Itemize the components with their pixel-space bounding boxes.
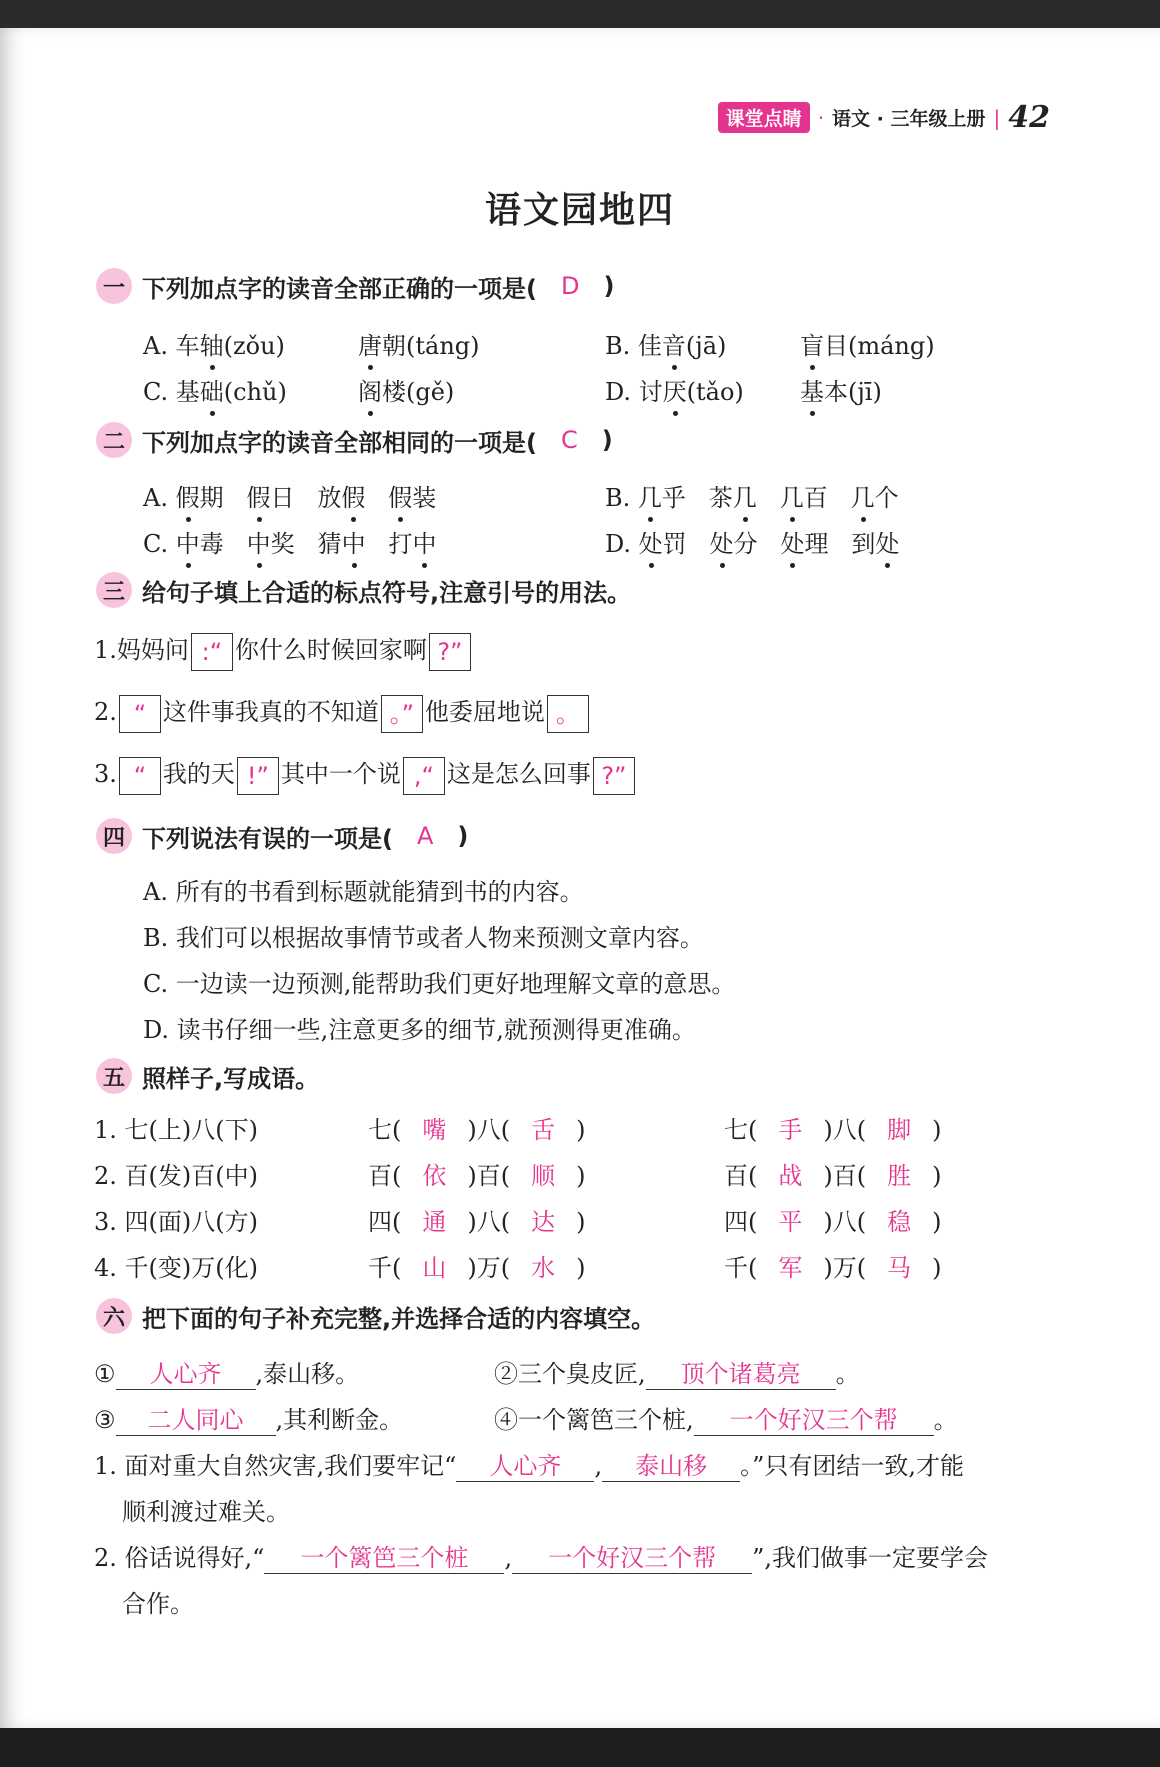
char: 罚 (662, 530, 687, 558)
char: 茶 (708, 484, 733, 512)
idiom-text: 百( (724, 1162, 758, 1190)
idiom-text: )百( (467, 1162, 511, 1190)
idiom-text: )八( (467, 1208, 511, 1236)
section-3-heading (96, 572, 631, 608)
sentence-text: 。 (835, 1360, 860, 1388)
idiom-text: ) (576, 1208, 586, 1236)
q1-option-b (605, 326, 726, 361)
q1-option-a2 (358, 326, 480, 361)
char: 到 (851, 530, 876, 558)
header-separator-dot: · (817, 105, 825, 130)
dotted-char: 基 (800, 372, 824, 407)
q4-option: A. 所有的书看到标题就能猜到书的内容。 (143, 878, 584, 906)
q4-option: C. 一边读一边预测,能帮助我们更好地理解文章的意思。 (143, 970, 736, 998)
idiom-answer-left (368, 1110, 585, 1145)
idiom-text: 七( (368, 1116, 402, 1144)
section-6-heading (96, 1298, 655, 1334)
idiom-text: ) (576, 1254, 586, 1282)
char: 打 (388, 530, 413, 558)
dotted-char: 假 (341, 478, 365, 513)
punctuation-box[interactable]: ,“ (403, 757, 445, 795)
idiom-text: ) (576, 1116, 586, 1144)
punctuation-box[interactable]: 。” (381, 695, 423, 733)
item-number: ① (94, 1360, 116, 1388)
dotted-char: 厌 (663, 372, 687, 407)
sentence-text: 其中一个说 (280, 760, 401, 788)
fill-blank[interactable]: 人心齐 (116, 1359, 256, 1390)
punctuation-box[interactable]: ?” (593, 757, 635, 795)
char: 日 (270, 484, 295, 512)
item-number: 2. (94, 698, 117, 726)
option-label: D. (605, 378, 632, 406)
header-separator-bar: | (993, 105, 1001, 130)
sentence-text: ,其利断金。 (275, 1406, 404, 1434)
item-number: 1. (94, 636, 117, 664)
char: 乎 (661, 484, 686, 512)
q1-option-d2 (800, 372, 882, 407)
q1-option-b2 (800, 326, 935, 361)
sentence-text: 我的天 (162, 760, 235, 788)
idiom-fill: 通 (422, 1208, 447, 1236)
char: 个 (874, 484, 899, 512)
q1-option-d (605, 372, 744, 407)
char: 毒 (199, 530, 224, 558)
punctuation-box[interactable]: ?” (429, 633, 471, 671)
dotted-char: 础 (200, 372, 224, 407)
question-prompt: 下列加点字的读音全部相同的一项是( (142, 428, 537, 457)
dotted-char: 处 (780, 524, 804, 559)
idiom-text: )八( (823, 1116, 867, 1144)
idiom-answer-right (724, 1248, 941, 1283)
char: 放 (317, 484, 342, 512)
char: 百 (803, 484, 828, 512)
question-prompt: 照样子,写成语。 (142, 1064, 320, 1093)
idiom-fill: 达 (531, 1208, 556, 1236)
dotted-char: 处 (639, 524, 663, 559)
question-prompt: 下列加点字的读音全部正确的一项是( (142, 274, 537, 303)
idiom-fill: 依 (422, 1162, 447, 1190)
idiom-text: 千( (368, 1254, 402, 1282)
pinyin: (tǎo) (686, 378, 744, 406)
question-prompt: 把下面的句子补充完整,并选择合适的内容填空。 (142, 1304, 656, 1333)
application-sentence-1-cont: 顺利渡过难关。 (122, 1498, 290, 1526)
option-label: B. (605, 332, 631, 360)
char: 分 (733, 530, 758, 558)
proverb-line-2-right (494, 1400, 958, 1436)
idiom-example: 3. 四(面)八(方) (94, 1208, 258, 1236)
question-prompt: 给句子填上合适的标点符号,注意引号的用法。 (142, 578, 632, 607)
application-sentence-2 (94, 1538, 988, 1574)
section-1-heading (96, 268, 614, 304)
sentence-text: ④一个篱笆三个桩, (494, 1406, 694, 1434)
char: 讨 (638, 378, 663, 406)
idiom-answer-right (724, 1156, 941, 1191)
idiom-text: ) (576, 1162, 586, 1190)
dotted-char: 中 (176, 524, 200, 559)
sentence-text: , (594, 1452, 603, 1480)
idiom-text: )百( (823, 1162, 867, 1190)
idiom-text: 七( (724, 1116, 758, 1144)
sentence-text: 这是怎么回事 (446, 760, 591, 788)
dotted-char: 几 (780, 478, 804, 513)
dotted-char: 中 (247, 524, 271, 559)
punctuation-box[interactable]: “ (119, 757, 161, 795)
brand-badge: 课堂点睛 (718, 102, 810, 133)
char: 本 (824, 378, 848, 406)
dotted-char: 几 (851, 478, 875, 513)
idiom-fill: 舌 (531, 1116, 556, 1144)
sentence-text: 2. 俗话说得好,“ (94, 1544, 265, 1572)
page-header (718, 100, 1050, 135)
pinyin: (gě) (406, 378, 455, 406)
sentence-text: 这件事我真的不知道 (162, 698, 379, 726)
idiom-fill: 马 (887, 1254, 912, 1282)
idiom-text: 千( (724, 1254, 758, 1282)
punctuation-box[interactable]: “ (119, 695, 161, 733)
char: 奖 (270, 530, 295, 558)
idiom-fill: 战 (778, 1162, 803, 1190)
idiom-text: )八( (823, 1208, 867, 1236)
q1-option-c2 (358, 372, 454, 407)
section-badge: 四 (96, 818, 132, 854)
dotted-char: 阁 (358, 372, 382, 407)
section-5-heading (96, 1058, 319, 1094)
sentence-text: 妈妈问 (116, 636, 189, 664)
fill-blank[interactable]: 人心齐 (456, 1451, 594, 1482)
fill-blank[interactable]: 泰山移 (602, 1451, 740, 1482)
idiom-answer-left (368, 1248, 585, 1283)
punctuation-sentence-1 (94, 630, 473, 671)
application-sentence-1 (94, 1446, 964, 1482)
punctuation-sentence-3 (94, 754, 637, 795)
pinyin: (táng) (406, 332, 480, 360)
dotted-char: 几 (733, 478, 757, 513)
option-label: D. (605, 530, 632, 558)
paren-close: ) (601, 426, 613, 454)
punctuation-box[interactable]: :“ (191, 633, 233, 671)
idiom-text: ) (932, 1208, 942, 1236)
dotted-char: 中 (412, 524, 436, 559)
proverb-line-2-left (94, 1400, 403, 1436)
q2-option-a (143, 478, 436, 513)
sentence-text: , (504, 1544, 513, 1572)
bottom-bar (0, 1728, 1160, 1767)
dotted-char: 处 (875, 524, 899, 559)
answer: C (560, 426, 578, 454)
dotted-char: 盲 (800, 326, 824, 361)
book-name: 语文 · 三年级上册 (832, 108, 986, 130)
char: 佳 (637, 332, 662, 360)
dotted-char: 假 (247, 478, 271, 513)
section-4-heading (96, 818, 468, 854)
answer: D (560, 272, 580, 300)
sentence-text: ,泰山移。 (255, 1360, 360, 1388)
idiom-answer-left (368, 1156, 585, 1191)
paren-close: ) (603, 272, 615, 300)
page-title: 语文园地四 (484, 190, 675, 231)
dotted-char: 几 (638, 478, 662, 513)
punctuation-sentence-2 (94, 692, 591, 733)
fill-blank[interactable]: 一个好汉三个帮 (694, 1405, 934, 1436)
fill-blank[interactable]: 一个好汉三个帮 (512, 1543, 752, 1574)
proverb-line-1-left (94, 1354, 359, 1390)
idiom-fill: 军 (778, 1254, 803, 1282)
sentence-text: 你什么时候回家啊 (234, 636, 427, 664)
proverb-line-1-right (494, 1354, 860, 1390)
idiom-fill: 顺 (531, 1162, 556, 1190)
q2-option-d (605, 524, 899, 559)
idiom-fill: 手 (778, 1116, 803, 1144)
idiom-fill: 脚 (887, 1116, 912, 1144)
idiom-answer-right (724, 1202, 941, 1237)
option-label: A. (143, 484, 168, 512)
sentence-text: 。 (933, 1406, 958, 1434)
idiom-fill: 平 (778, 1208, 803, 1236)
paren-close: ) (457, 822, 469, 850)
char: 基 (175, 378, 200, 406)
dotted-char: 假 (388, 478, 412, 513)
section-badge: 一 (96, 268, 132, 304)
dotted-char: 唐 (358, 326, 382, 361)
sentence-text: ”,我们做事一定要学会 (752, 1544, 988, 1572)
pinyin: (zǒu) (223, 332, 285, 360)
application-sentence-2-cont: 合作。 (122, 1590, 194, 1618)
option-label: C. (143, 378, 169, 406)
sentence-text: 。”只有团结一致,才能 (740, 1452, 964, 1480)
idiom-fill: 稳 (887, 1208, 912, 1236)
char: 朝 (382, 332, 406, 360)
idiom-text: )万( (467, 1254, 511, 1282)
idiom-answer-left (368, 1202, 585, 1237)
option-label: B. (605, 484, 631, 512)
idiom-fill: 胜 (887, 1162, 912, 1190)
char: 车 (175, 332, 200, 360)
pinyin: (máng) (848, 332, 935, 360)
idiom-text: ) (932, 1116, 942, 1144)
pinyin: (jā) (685, 332, 727, 360)
idiom-text: ) (932, 1162, 942, 1190)
idiom-example: 2. 百(发)百(中) (94, 1162, 258, 1190)
section-2-heading (96, 422, 613, 458)
idiom-fill: 嘴 (422, 1116, 447, 1144)
idiom-answer-right (724, 1110, 941, 1145)
fill-blank[interactable]: 顶个诸葛亮 (646, 1359, 836, 1390)
dotted-char: 假 (176, 478, 200, 513)
idiom-example: 4. 千(变)万(化) (94, 1254, 258, 1282)
sentence-text: 1. 面对重大自然灾害,我们要牢记“ (94, 1452, 457, 1480)
idiom-text: )万( (823, 1254, 867, 1282)
fill-blank[interactable]: 一个篱笆三个桩 (264, 1543, 504, 1574)
option-label: A. (143, 332, 168, 360)
q2-option-c (143, 524, 436, 559)
q1-option-a (143, 326, 285, 361)
idiom-text: 四( (724, 1208, 758, 1236)
char: 楼 (382, 378, 406, 406)
dotted-char: 轴 (200, 326, 224, 361)
q4-option: D. 读书仔细一些,注意更多的细节,就预测得更准确。 (143, 1016, 696, 1044)
dotted-char: 音 (662, 326, 686, 361)
section-badge: 五 (96, 1058, 132, 1094)
pinyin: (chǔ) (223, 378, 287, 406)
answer: A (416, 822, 434, 850)
section-badge: 六 (96, 1298, 132, 1334)
section-badge: 二 (96, 422, 132, 458)
q1-option-c (143, 372, 287, 407)
char: 猜 (317, 530, 342, 558)
item-number: 3. (94, 760, 117, 788)
idiom-text: )八( (467, 1116, 511, 1144)
pinyin: (jī) (848, 378, 882, 406)
option-label: C. (143, 530, 169, 558)
idiom-text: 四( (368, 1208, 402, 1236)
page-number: 42 (1008, 100, 1050, 135)
idiom-example: 1. 七(上)八(下) (94, 1116, 258, 1144)
fill-blank[interactable]: 二人同心 (116, 1405, 276, 1436)
dotted-char: 中 (342, 524, 366, 559)
idiom-fill: 水 (531, 1254, 556, 1282)
question-prompt: 下列说法有误的一项是( (142, 824, 393, 853)
item-number: ③ (94, 1406, 116, 1434)
char: 理 (804, 530, 829, 558)
sentence-text: 他委屈地说 (424, 698, 545, 726)
idiom-fill: 山 (422, 1254, 447, 1282)
q2-option-b (605, 478, 899, 513)
idiom-text: 百( (368, 1162, 402, 1190)
sentence-text: ②三个臭皮匠, (494, 1360, 646, 1388)
char: 装 (412, 484, 437, 512)
char: 目 (824, 332, 848, 360)
dotted-char: 处 (710, 524, 734, 559)
q4-option: B. 我们可以根据故事情节或者人物来预测文章内容。 (143, 924, 704, 952)
idiom-text: ) (932, 1254, 942, 1282)
punctuation-box[interactable]: 。 (547, 695, 589, 733)
punctuation-box[interactable]: !” (237, 757, 279, 795)
section-badge: 三 (96, 572, 132, 608)
char: 期 (199, 484, 224, 512)
